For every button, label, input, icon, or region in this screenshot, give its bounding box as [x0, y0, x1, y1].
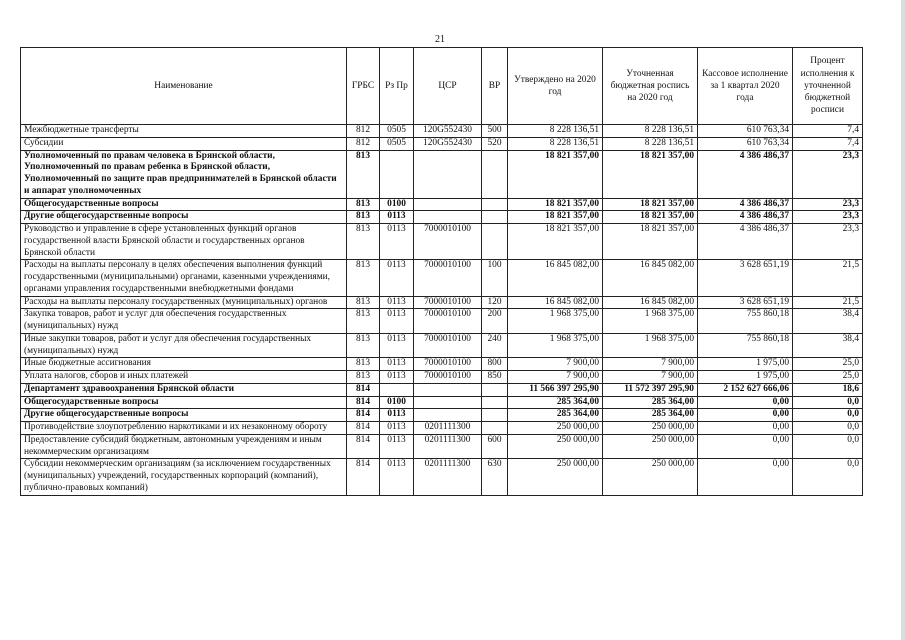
cell-grbs: 814	[347, 434, 380, 459]
cell-percent: 23,3	[793, 224, 863, 260]
cell-refined: 18 821 357,00	[603, 224, 698, 260]
cell-csr: 0201111300	[414, 459, 482, 495]
cell-rzpr: 0113	[380, 434, 414, 459]
table-row	[21, 459, 863, 495]
cell-vr: 800	[482, 358, 508, 371]
cell-name: Уплата налогов, сборов и иных платежей	[21, 371, 347, 384]
cell-approved: 16 845 082,00	[508, 296, 603, 309]
cell-cash: 755 860,18	[698, 309, 793, 334]
cell-name: Предоставление субсидий бюджетным, автономным учреждениям и иным некоммерческим организациям	[21, 434, 347, 459]
col-header-approved: Утверждено на 2020 год	[508, 48, 603, 125]
cell-name: Расходы на выплаты персоналу в целях обеспечения выполнения функций государственными (муниципальными) органами, казенными учреждениями, органами управления государственными внебюджетными фондами	[21, 260, 347, 296]
cell-csr: 7000010100	[414, 260, 482, 296]
cell-vr: 600	[482, 434, 508, 459]
table-row	[21, 434, 863, 459]
cell-percent: 0,0	[793, 459, 863, 495]
cell-cash: 0,00	[698, 422, 793, 435]
cell-name: Противодействие злоупотреблению наркотиками и их незаконному обороту	[21, 422, 347, 435]
cell-refined: 8 228 136,51	[603, 137, 698, 150]
cell-rzpr: 0505	[380, 137, 414, 150]
cell-csr: 7000010100	[414, 296, 482, 309]
cell-refined: 250 000,00	[603, 422, 698, 435]
cell-vr	[482, 396, 508, 409]
cell-name: Другие общегосударственные вопросы	[21, 211, 347, 224]
cell-cash: 4 386 486,37	[698, 150, 793, 198]
cell-grbs: 813	[347, 296, 380, 309]
cell-grbs: 814	[347, 422, 380, 435]
cell-refined: 1 968 375,00	[603, 333, 698, 358]
col-header-vr: ВР	[482, 48, 508, 125]
cell-grbs: 813	[347, 211, 380, 224]
cell-rzpr: 0113	[380, 224, 414, 260]
cell-rzpr: 0100	[380, 198, 414, 211]
cell-approved: 18 821 357,00	[508, 224, 603, 260]
cell-vr	[482, 383, 508, 396]
cell-rzpr: 0113	[380, 211, 414, 224]
cell-approved: 18 821 357,00	[508, 211, 603, 224]
cell-name: Межбюджетные трансферты	[21, 125, 347, 138]
cell-percent: 25,0	[793, 358, 863, 371]
cell-percent: 23,3	[793, 150, 863, 198]
cell-grbs: 812	[347, 125, 380, 138]
cell-approved: 1 968 375,00	[508, 333, 603, 358]
cell-percent: 21,5	[793, 296, 863, 309]
cell-csr	[414, 409, 482, 422]
cell-percent: 21,5	[793, 260, 863, 296]
cell-name: Иные закупки товаров, работ и услуг для обеспечения государственных (муниципальных) нужд	[21, 333, 347, 358]
cell-refined: 7 900,00	[603, 358, 698, 371]
cell-refined: 250 000,00	[603, 459, 698, 495]
cell-csr	[414, 150, 482, 198]
cell-cash: 3 628 651,19	[698, 260, 793, 296]
cell-percent: 0,0	[793, 396, 863, 409]
col-header-refined: Уточненная бюджетная роспись на 2020 год	[603, 48, 698, 125]
table-row	[21, 125, 863, 138]
cell-grbs: 813	[347, 358, 380, 371]
cell-name: Руководство и управление в сфере установленных функций органов государственной власти Брянской области и государственных органов Брянской области	[21, 224, 347, 260]
cell-cash: 610 763,34	[698, 137, 793, 150]
cell-approved: 16 845 082,00	[508, 260, 603, 296]
cell-vr	[482, 198, 508, 211]
cell-refined: 18 821 357,00	[603, 211, 698, 224]
cell-vr: 200	[482, 309, 508, 334]
cell-csr: 7000010100	[414, 371, 482, 384]
cell-approved: 285 364,00	[508, 396, 603, 409]
cell-name: Департамент здравоохранения Брянской области	[21, 383, 347, 396]
cell-grbs: 814	[347, 459, 380, 495]
cell-approved: 7 900,00	[508, 358, 603, 371]
cell-refined: 250 000,00	[603, 434, 698, 459]
cell-cash: 3 628 651,19	[698, 296, 793, 309]
cell-grbs: 813	[347, 309, 380, 334]
table-row	[21, 198, 863, 211]
cell-csr: 0201111300	[414, 422, 482, 435]
cell-grbs: 813	[347, 371, 380, 384]
table-row	[21, 309, 863, 334]
cell-approved: 250 000,00	[508, 459, 603, 495]
cell-vr: 240	[482, 333, 508, 358]
table-row	[21, 211, 863, 224]
cell-csr	[414, 383, 482, 396]
cell-rzpr: 0113	[380, 358, 414, 371]
cell-name: Общегосударственные вопросы	[21, 198, 347, 211]
col-header-rzpr: Рз Пр	[380, 48, 414, 125]
cell-name: Закупка товаров, работ и услуг для обеспечения государственных (муниципальных) нужд	[21, 309, 347, 334]
cell-vr: 520	[482, 137, 508, 150]
col-header-cash: Кассовое исполнение за 1 квартал 2020 года	[698, 48, 793, 125]
cell-cash: 610 763,34	[698, 125, 793, 138]
table-row	[21, 260, 863, 296]
cell-refined: 7 900,00	[603, 371, 698, 384]
cell-cash: 1 975,00	[698, 358, 793, 371]
cell-vr	[482, 211, 508, 224]
cell-rzpr: 0113	[380, 371, 414, 384]
cell-vr: 100	[482, 260, 508, 296]
cell-percent: 23,3	[793, 211, 863, 224]
cell-vr	[482, 224, 508, 260]
cell-refined: 18 821 357,00	[603, 198, 698, 211]
table-row	[21, 333, 863, 358]
cell-csr: 7000010100	[414, 309, 482, 334]
cell-vr	[482, 422, 508, 435]
cell-percent: 0,0	[793, 422, 863, 435]
cell-name: Общегосударственные вопросы	[21, 396, 347, 409]
cell-name: Расходы на выплаты персоналу государственных (муниципальных) органов	[21, 296, 347, 309]
cell-cash: 2 152 627 666,06	[698, 383, 793, 396]
cell-percent: 38,4	[793, 333, 863, 358]
cell-refined: 11 572 397 295,90	[603, 383, 698, 396]
cell-approved: 18 821 357,00	[508, 198, 603, 211]
cell-vr	[482, 150, 508, 198]
cell-rzpr: 0113	[380, 422, 414, 435]
cell-percent: 38,4	[793, 309, 863, 334]
cell-refined: 18 821 357,00	[603, 150, 698, 198]
cell-refined: 1 968 375,00	[603, 309, 698, 334]
cell-cash: 0,00	[698, 396, 793, 409]
table-row	[21, 296, 863, 309]
cell-approved: 8 228 136,51	[508, 137, 603, 150]
cell-cash: 0,00	[698, 434, 793, 459]
cell-grbs: 813	[347, 198, 380, 211]
cell-grbs: 813	[347, 260, 380, 296]
cell-csr: 120G552430	[414, 137, 482, 150]
cell-percent: 7,4	[793, 125, 863, 138]
cell-approved: 11 566 397 295,90	[508, 383, 603, 396]
table-header-row	[21, 48, 863, 125]
table-row	[21, 383, 863, 396]
cell-rzpr: 0505	[380, 125, 414, 138]
table-row	[21, 409, 863, 422]
cell-percent: 0,0	[793, 409, 863, 422]
table-row	[21, 371, 863, 384]
budget-table	[20, 47, 863, 496]
cell-rzpr	[380, 150, 414, 198]
table-row	[21, 224, 863, 260]
table-row	[21, 396, 863, 409]
cell-grbs: 814	[347, 383, 380, 396]
cell-approved: 8 228 136,51	[508, 125, 603, 138]
cell-approved: 18 821 357,00	[508, 150, 603, 198]
cell-approved: 250 000,00	[508, 422, 603, 435]
cell-refined: 285 364,00	[603, 409, 698, 422]
cell-vr	[482, 409, 508, 422]
cell-cash: 1 975,00	[698, 371, 793, 384]
cell-grbs: 812	[347, 137, 380, 150]
cell-csr: 7000010100	[414, 358, 482, 371]
cell-rzpr: 0113	[380, 260, 414, 296]
cell-vr: 850	[482, 371, 508, 384]
cell-rzpr	[380, 383, 414, 396]
cell-csr	[414, 396, 482, 409]
cell-cash: 755 860,18	[698, 333, 793, 358]
cell-csr: 120G552430	[414, 125, 482, 138]
cell-vr: 630	[482, 459, 508, 495]
col-header-name: Наименование	[21, 48, 347, 125]
cell-csr	[414, 198, 482, 211]
cell-percent: 25,0	[793, 371, 863, 384]
cell-refined: 8 228 136,51	[603, 125, 698, 138]
col-header-csr: ЦСР	[414, 48, 482, 125]
cell-approved: 285 364,00	[508, 409, 603, 422]
table-row	[21, 358, 863, 371]
cell-approved: 1 968 375,00	[508, 309, 603, 334]
cell-name: Субсидии некоммерческим организациям (за исключением государственных (муниципальных) учреждений, государственных корпораций (компаний), публично-правовых компаний)	[21, 459, 347, 495]
cell-vr: 500	[482, 125, 508, 138]
table-row	[21, 137, 863, 150]
page-number: 21	[435, 34, 445, 45]
col-header-grbs: ГРБС	[347, 48, 380, 125]
cell-vr: 120	[482, 296, 508, 309]
cell-cash: 4 386 486,37	[698, 224, 793, 260]
col-header-percent: Процент исполнения к уточненной бюджетной росписи	[793, 48, 863, 125]
table-row	[21, 150, 863, 198]
cell-name: Субсидии	[21, 137, 347, 150]
cell-percent: 0,0	[793, 434, 863, 459]
cell-rzpr: 0113	[380, 333, 414, 358]
cell-grbs: 813	[347, 150, 380, 198]
cell-cash: 4 386 486,37	[698, 211, 793, 224]
table-row	[21, 422, 863, 435]
cell-percent: 18,6	[793, 383, 863, 396]
cell-name: Другие общегосударственные вопросы	[21, 409, 347, 422]
cell-rzpr: 0113	[380, 309, 414, 334]
cell-approved: 250 000,00	[508, 434, 603, 459]
cell-csr: 7000010100	[414, 224, 482, 260]
cell-cash: 0,00	[698, 409, 793, 422]
cell-rzpr: 0113	[380, 409, 414, 422]
cell-cash: 0,00	[698, 459, 793, 495]
cell-percent: 23,3	[793, 198, 863, 211]
cell-name: Иные бюджетные ассигнования	[21, 358, 347, 371]
cell-refined: 16 845 082,00	[603, 296, 698, 309]
scan-edge	[901, 0, 905, 640]
cell-csr	[414, 211, 482, 224]
cell-csr: 0201111300	[414, 434, 482, 459]
cell-grbs: 814	[347, 396, 380, 409]
cell-grbs: 813	[347, 224, 380, 260]
cell-percent: 7,4	[793, 137, 863, 150]
cell-rzpr: 0113	[380, 296, 414, 309]
cell-grbs: 813	[347, 333, 380, 358]
cell-csr: 7000010100	[414, 333, 482, 358]
cell-rzpr: 0113	[380, 459, 414, 495]
cell-rzpr: 0100	[380, 396, 414, 409]
cell-cash: 4 386 486,37	[698, 198, 793, 211]
cell-name: Уполномоченный по правам человека в Брянской области, Уполномоченный по правам ребенка в Брянской области, Уполномоченный по защите прав предпринимателей в Брянской области и аппарат уполномоченных	[21, 150, 347, 198]
cell-grbs: 814	[347, 409, 380, 422]
cell-refined: 285 364,00	[603, 396, 698, 409]
cell-refined: 16 845 082,00	[603, 260, 698, 296]
cell-approved: 7 900,00	[508, 371, 603, 384]
